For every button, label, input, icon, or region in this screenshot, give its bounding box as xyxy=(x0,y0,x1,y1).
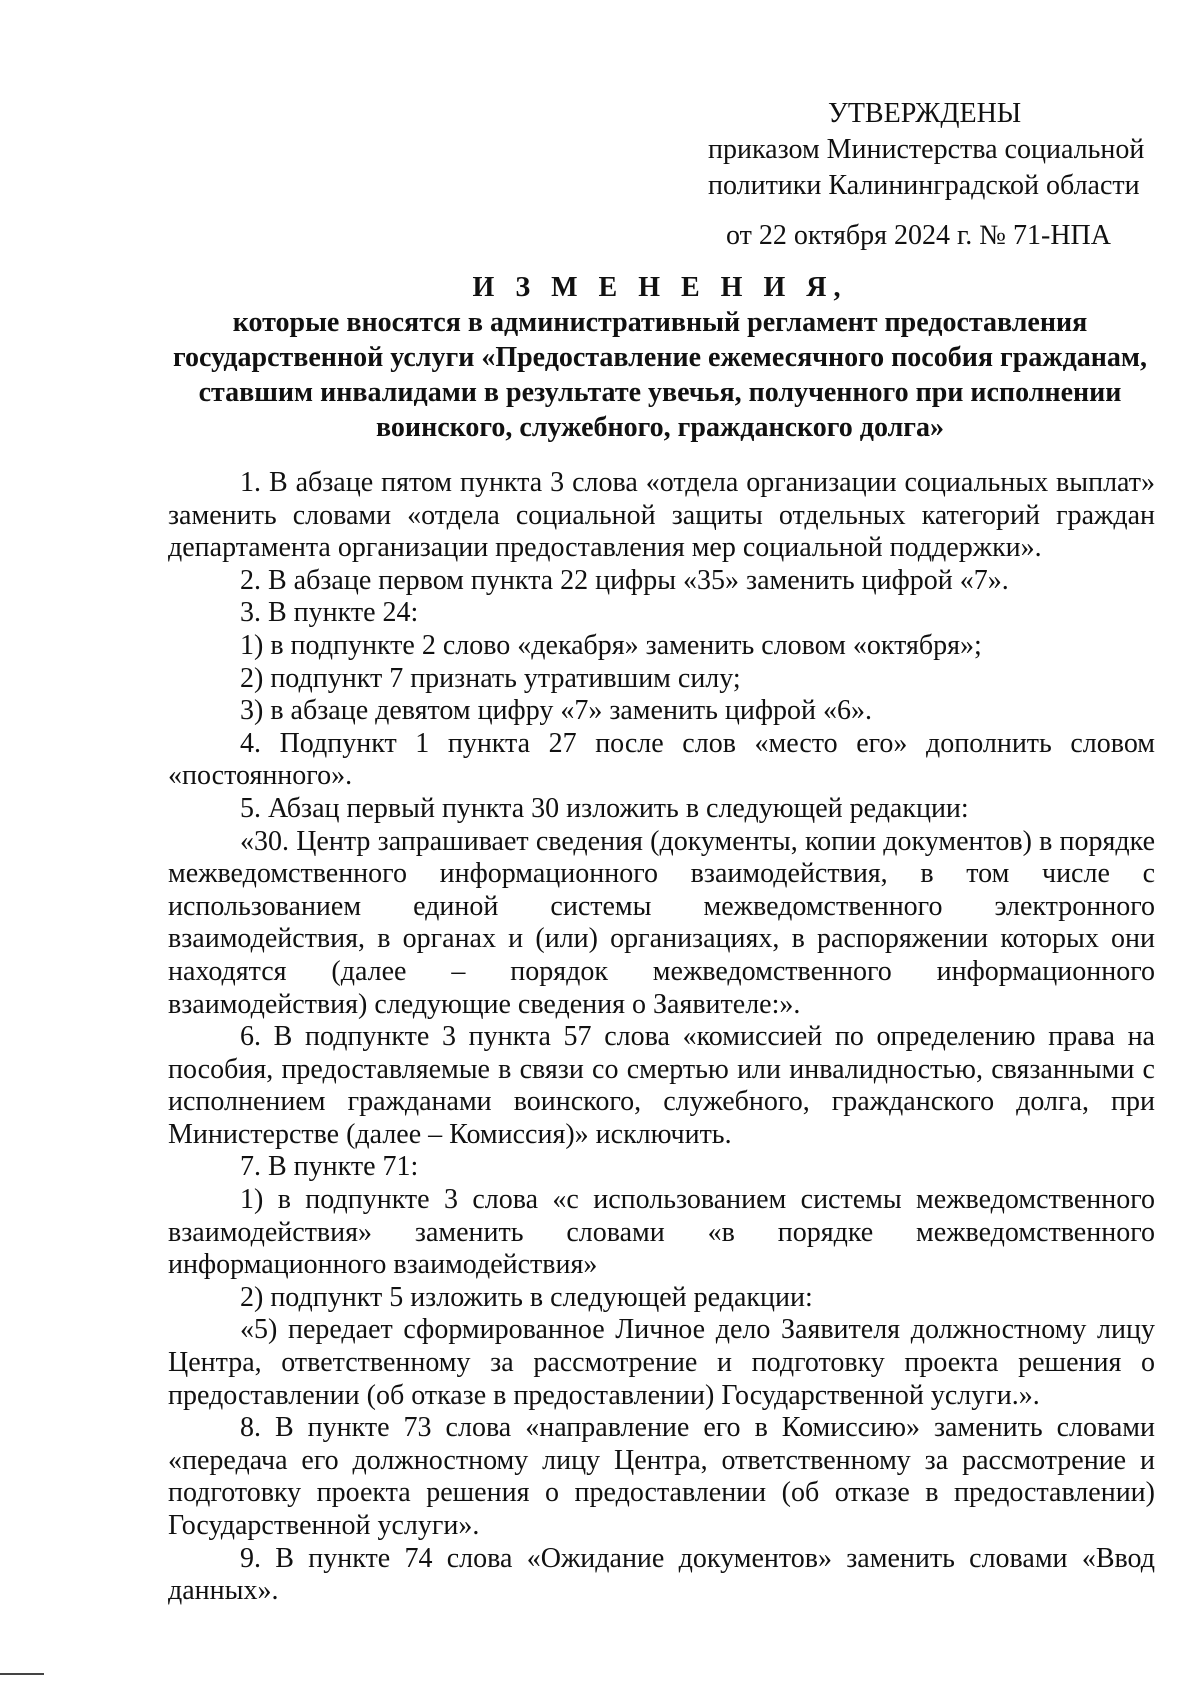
paragraph: 2. В абзаце первом пункта 22 цифры «35» заменить цифрой «7». xyxy=(240,564,1009,596)
paragraph: 1) в подпункте 3 слова «с использованием системы межведомственного взаимодействия» заменить словами «в порядке межведомственного информационного взаимодействия» xyxy=(168,1184,1155,1281)
approval-stamp: УТВЕРЖДЕНЫ xyxy=(828,98,1022,129)
title-main: И З М Е Н Е Н И Я, xyxy=(472,272,848,303)
paragraph: 2) подпункт 7 признать утратившим силу; xyxy=(240,662,741,694)
paragraph: 2) подпункт 5 изложить в следующей редакции: xyxy=(240,1281,813,1313)
paragraph: 5. Абзац первый пункта 30 изложить в следующей редакции: xyxy=(240,792,969,824)
paragraph: «30. Центр запрашивает сведения (документы, копии документов) в порядке межведомственного информационного взаимодействия, в том числе с использованием единой системы межведомственного электронного взаимодействия, в органах и (или) организациях, в распоряжении которых они находятся (далее – порядок межведомственного информационного взаимодействия) следующие сведения о Заявителе:». xyxy=(168,825,1155,1020)
approval-line-2: политики Калининградской области xyxy=(708,170,1140,201)
paragraph: 3) в абзаце девятом цифру «7» заменить цифрой «6». xyxy=(240,695,873,727)
title-subtitle: которые вносятся в административный регламент предоставления государственной услуги «Предоставление ежемесячного пособия гражданам, ставшим инвалидами в результате увечья, полученного при исполнении воинского, служебного, гражданского долга» xyxy=(173,307,1147,443)
document-body xyxy=(168,467,1155,1608)
approval-line-1: приказом Министерства социальной xyxy=(708,134,1145,165)
paragraph: 3. В пункте 24: xyxy=(240,597,419,629)
paragraph: 1) в подпункте 2 слово «декабря» заменить словом «октября»; xyxy=(240,629,982,661)
paragraph: 8. В пункте 73 слова «направление его в Комиссию» заменить словами «передача его должностному лицу Центра, ответственному за рассмотрение и подготовку проекта решения о предоставлении (об отказе в предоставлении) Государственной услуги». xyxy=(168,1412,1155,1541)
approval-block xyxy=(708,96,1178,254)
paragraph: 4. Подпункт 1 пункта 27 после слов «место его» дополнить словом «постоянного». xyxy=(168,727,1155,792)
approval-date: от 22 октября 2024 г. № 71-НПА xyxy=(726,220,1111,251)
paragraph: 6. В подпункте 3 пункта 57 слова «комиссией по определению права на пособия, предоставляемые в связи со смертью или инвалидностью, связанными с исполнением гражданами воинского, служебного, гражданского долга, при Министерстве (далее – Комиссия)» исключить. xyxy=(168,1021,1155,1150)
paragraph: 9. В пункте 74 слова «Ожидание документов» заменить словами «Ввод данных». xyxy=(168,1542,1155,1607)
paragraph: «5) передает сформированное Личное дело Заявителя должностному лицу Центра, ответственному за рассмотрение и подготовку проекта решения о предоставлении (об отказе в предоставлении) Государственной услуги.». xyxy=(168,1314,1155,1411)
document-title xyxy=(160,270,1160,445)
paragraph: 1. В абзаце пятом пункта 3 слова «отдела организации социальных выплат» заменить словами «отдела социальной защиты отдельных категорий граждан департамента организации предоставления мер социальной поддержки». xyxy=(168,467,1155,564)
paragraph: 7. В пункте 71: xyxy=(240,1151,419,1183)
scan-edge-mark xyxy=(0,1673,44,1675)
